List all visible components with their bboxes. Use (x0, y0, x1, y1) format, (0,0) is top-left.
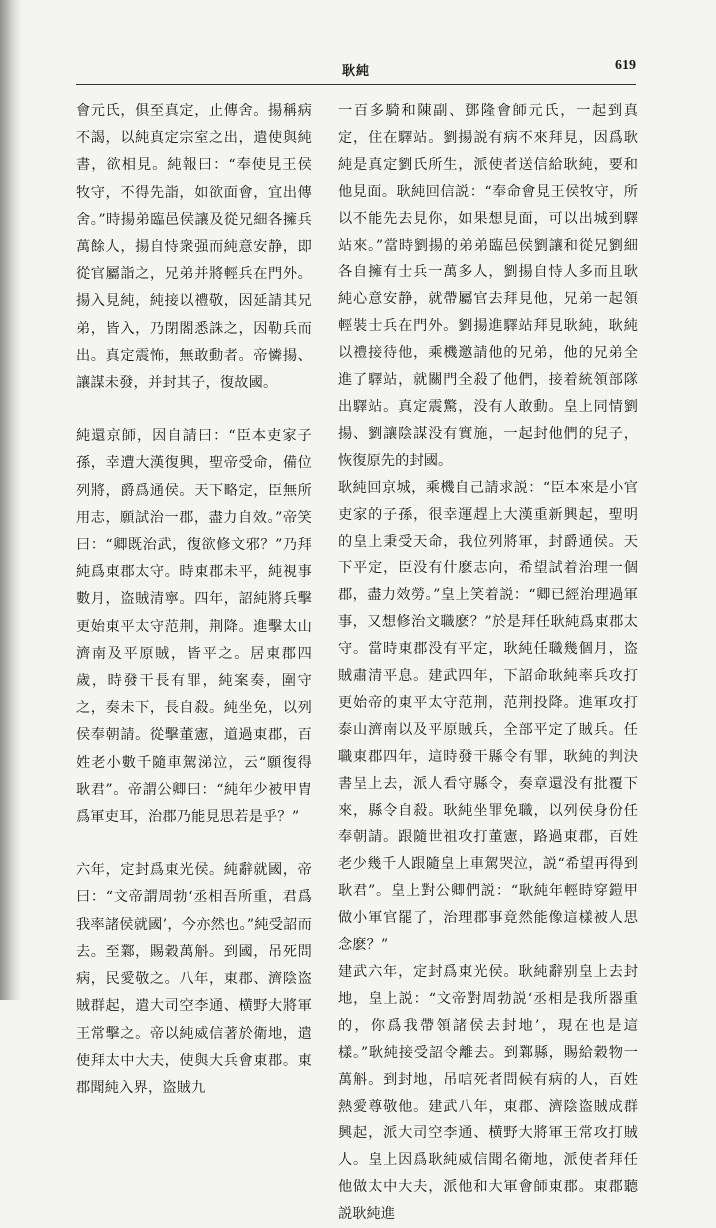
translation-paragraph-2: 耿純回京城，乘機自己請求説：“臣本來是小官吏家的子孫，很幸運趕上大漢重新興起，聖明的皇上秉受天命，我位列將軍，封爵通侯。天下平定，臣没有什麽志向，希望試着治理一個郡，盡力效勞。”皇上笑着説：“卿已經治理過軍事，又想修治文職麽？”於是拜任耿純爲東郡太守。當時東郡没有平定，耿純任職幾個月，盗賊肅清平息。建武四年，下詔命耿純率兵攻打更始帝的東平太守范荆，范荆投降。進軍攻打泰山濟南以及平原賊兵，全部平定了賊兵。任職東郡四年，這時發干縣令有罪，耿純的判決書呈上去，派人看守縣令，奏章還没有批覆下來，縣令自殺。耿純坐罪免職，以列侯身份任奉朝請。跟隨世祖攻打董憲，路過東郡，百姓老少幾千人跟隨皇上車駕哭泣，説“希望再得到耿君”。皇上對公卿們説：“耿純年輕時穿鎧甲做小軍官罷了，治理郡事竟然能像這樣被人思念麽？” (338, 479, 638, 954)
translation-paragraph-3: 建武六年，定封爲東光侯。耿純辭别皇上去封地，皇上説：“文帝對周勃説‘丞相是我所器重的，你爲我帶領諸侯去封地’，現在也是這樣。”耿純接受詔令離去。到鄴縣，賜給穀物一萬斛。到封地，吊唁死者問候有病的人，百姓熱愛尊敬他。建武八年，東郡、濟陰盗賊成群興起，派大司空李通、横野大將軍王常攻打賊人。皇上因爲耿純威信聞名衛地，派使者拜任他做太中大夫，派他和大軍會師東郡。東郡聽説耿純進 (338, 964, 638, 1223)
page-number: 619 (615, 58, 636, 73)
header-rule (76, 84, 636, 85)
translation-text-column (338, 98, 638, 1228)
translation-paragraph-1: 一百多騎和陳副、鄧隆會師元氏，一起到真定，住在驛站。劉揚説有病不來拜見，因爲耿純是真定劉氏所生，派使者送信給耿純，要和他見面。耿純回信説：“奉命會見王侯牧守，所以不能先去見你，如果想見面，可以出城到驛站來。”當時劉揚的弟弟臨邑侯劉讓和從兄劉細各自擁有士兵一萬多人，劉揚自恃人多而且耿純心意安静，就帶屬官去拜見他，兄弟一起領輕裝士兵在門外。劉揚進驛站拜見耿純，耿純以禮接待他，乘機邀請他的兄弟，他的兄弟全進了驛站，就關門全殺了他們，接着統領部隊出驛站。真定震驚，没有人敢動。皇上同情劉揚、劉讓陰謀没有實施，一起封他們的兒子，恢復原先的封國。 (338, 103, 638, 469)
scan-edge-shadow (0, 0, 22, 1000)
classical-paragraph-1: 會元氏，俱至真定，止傳舍。揚稱病不謁，以純真定宗室之出，遣使與純書，欲相見。純報曰：“奉使見王侯牧守，不得先詣，如欲面會，宜出傳舍。”時揚弟臨邑侯讓及從兄細各擁兵萬餘人，揚自恃衆强而純意安静，即從官屬詣之，兄弟并將輕兵在門外。揚入見純，純接以禮敬，因延請其兄弟，皆入，乃閉閤悉誅之，因勒兵而出。真定震怖，無敢動者。帝憐揚、讓謀未發，并封其子，復故國。 (76, 103, 312, 392)
running-title: 耿純 (341, 64, 370, 79)
classical-paragraph-3: 六年，定封爲東光侯。純辭就國，帝曰：“文帝謂周勃‘丞相吾所重，君爲我率諸侯就國’，今亦然也。”純受詔而去。至鄴，賜穀萬斛。到國，吊死問病，民愛敬之。八年，東郡、濟陰盗賊群起，遣大司空李通、横野大將軍王常擊之。帝以純威信著於衛地，遣使拜太中大夫，使與大兵會東郡。東郡聞純入界，盗賊九 (76, 862, 312, 1096)
page-header (76, 58, 636, 80)
classical-text-column (76, 98, 312, 1124)
classical-paragraph-2: 純還京師，因自請曰：“臣本吏家子孫，幸遭大漢復興，聖帝受命，備位列將，爵爲通侯。天下略定，臣無所用志，願試治一郡，盡力自效。”帝笑曰：“卿既治武，復欲修文邪？”乃拜純爲東郡太守。時東郡未平，純視事數月，盗賊清寧。四年，詔純將兵擊更始東平太守范荆，荆降。進擊太山濟南及平原賊，皆平之。居東郡四歲，時發干長有罪，純案奏，圍守之，奏未下，長自殺。純坐免，以列侯奉朝請。從擊董憲，道過東郡，百姓老小數千隨車駕涕泣，云“願復得耿君”。帝謂公卿曰：“純年少被甲胄爲軍吏耳，治郡乃能見思若是乎？” (76, 428, 312, 826)
